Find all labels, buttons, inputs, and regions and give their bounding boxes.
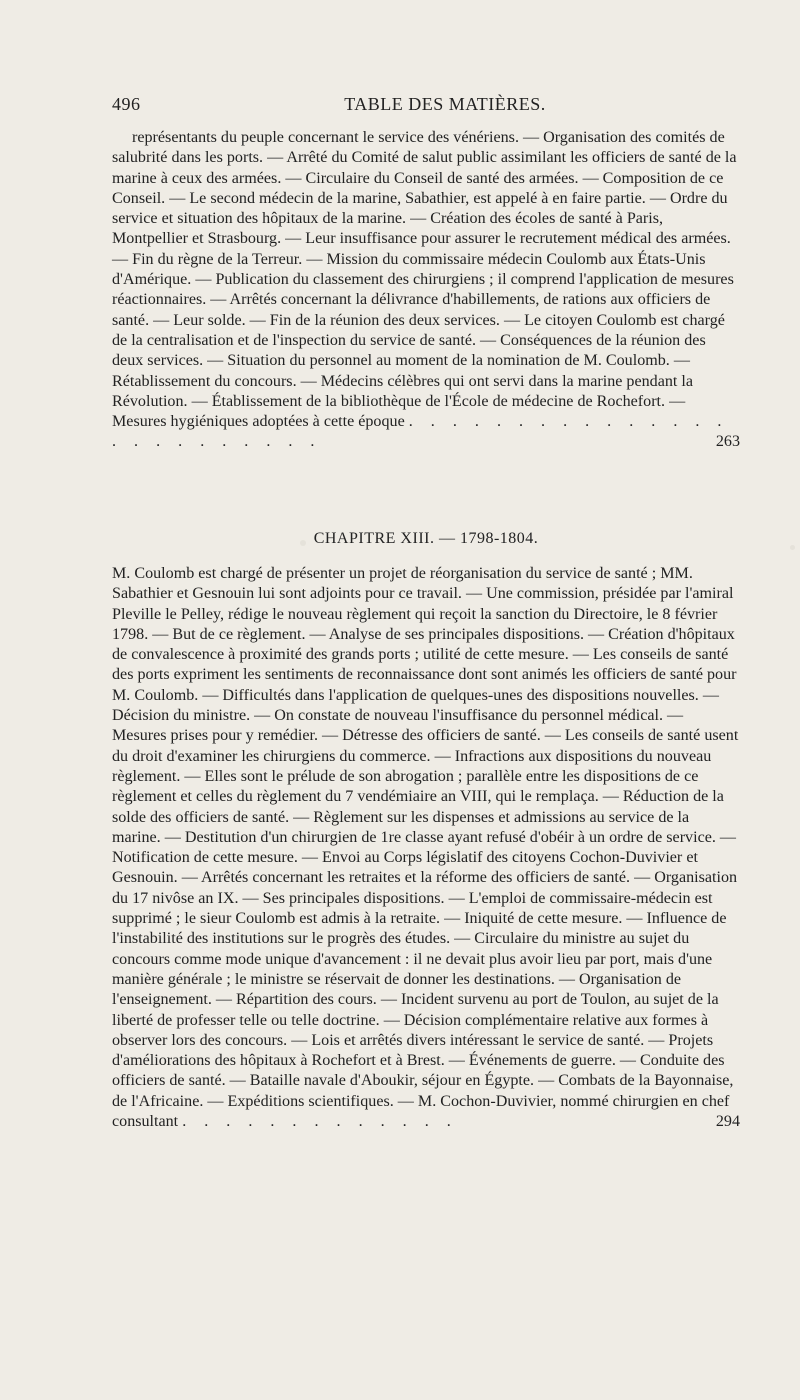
dot-leader: . . . . . . . . . . . . . [182, 1113, 458, 1131]
dot-leader: . . . . . . . . . . . . . . . . . . . . . . . . . [112, 413, 729, 451]
toc-entry-chapter-xii-continued [112, 128, 740, 453]
ink-spot [790, 545, 795, 550]
toc-entry-text: représentants du peuple concernant le service des vénériens. — Organisation des comités de salubrité dans les ports. — Arrêté du Comité de salut public assimilant les officiers de santé de la marine à ceux des armées. — Circulaire du Conseil de santé des armées. — Composition de ce Conseil. — Le second médecin de la marine, Sabathier, est appelé à en faire partie. — Ordre du service et situation des hôpitaux de la marine. — Création des écoles de santé à Paris, Montpellier et Strasbourg. — Leur insuffisance pour assurer le recrutement médical des armées. — Fin du règne de la Terreur. — Mission du commissaire médecin Coulomb aux États-Unis d'Amérique. — Publication du classement des chirurgiens ; il comprend l'application de mesures réactionnaires. — Arrêtés concernant la délivrance d'habillements, de rations aux officiers de santé. — Leur solde. — Fin de la réunion des deux services. — Le citoyen Coulomb est chargé de la centralisation et de l'inspection du service de santé. — Conséquences de la réunion des deux services. — Situation du personnel au moment de la nomination de M. Coulomb. — Rétablissement du concours. — Médecins célèbres qui ont servi dans la marine pendant la Révolution. — Établissement de la bibliothèque de l'École de médecine de Rochefort. — Mesures hygiéniques adoptées à cette époque [112, 129, 737, 431]
chapter-heading: CHAPITRE XIII. — 1798-1804. [313, 530, 539, 547]
page-number: 496 [112, 94, 141, 114]
running-head [112, 94, 738, 118]
toc-entry-line [112, 128, 740, 453]
page-reference: 263 [715, 433, 740, 451]
toc-entry-line [112, 564, 740, 1132]
toc-entry-text: M. Coulomb est chargé de présenter un projet de réorganisation du service de santé ; MM. Sabathier et Gesnouin lui sont adjoints pour ce travail. — Une commission, présidée par l'amiral Pleville le Pelley, rédige le nouveau règlement qui reçoit la sanction du Directoire, le 8 février 1798. — But de ce règlement. — Analyse de ses principales dispositions. — Création d'hôpitaux de convalescence à proximité des grands ports ; utilité de cette mesure. — Les conseils de santé des ports expriment les sentiments de reconnaissance dont sont animés les officiers de santé pour M. Coulomb. — Difficultés dans l'application de quelques-unes des dispositions nouvelles. — Décision du ministre. — On constate de nouveau l'insuffisance du personnel médical. — Mesures prises pour y remédier. — Détresse des officiers de santé. — Les conseils de santé usent du droit d'examiner les chirurgiens du commerce. — Infractions aux dispositions du nouveau règlement. — Elles sont le prélude de son abrogation ; parallèle entre les dispositions de ce règlement et celles du règlement du 7 vendémiaire an VIII, qui le remplaça. — Réduction de la solde des officiers de santé. — Règlement sur les dispenses et admissions au service de la marine. — Destitution d'un chirurgien de 1re classe ayant refusé d'obéir à un ordre de service. — Notification de cette mesure. — Envoi au Corps législatif des citoyens Cochon-Duvivier et Gesnouin. — Arrêtés concernant les retraites et la réforme des officiers de santé. — Organisation du 17 nivôse an IX. — Ses principales dispositions. — L'emploi de commissaire-médecin est supprimé ; le sieur Coulomb est admis à la retraite. — Iniquité de cette mesure. — Influence de l'instabilité des institutions sur le progrès des études. — Circulaire du ministre au sujet du concours comme mode unique d'avancement : il ne devait plus avoir lieu par port, mais d'une manière générale ; le ministre se réservait de donner les destinations. — Organisation de l'enseignement. — Répartition des cours. — Incident survenu au port de Toulon, au sujet de la liberté de professer telle ou telle doctrine. — Décision complémentaire relative aux formes à observer lors des concours. — Lois et arrêtés divers intéressant le service de santé. — Projets d'améliorations des hôpitaux à Rochefort et à Brest. — Événements de guerre. — Conduite des officiers de santé. — Bataille navale d'Aboukir, séjour en Égypte. — Combats de la Bayonnaise, de l'Africaine. — Expéditions scientifiques. — M. Cochon-Duvivier, nommé chirurgien en chef consultant [112, 565, 739, 1131]
running-title: TABLE DES MATIÈRES. [344, 94, 546, 114]
toc-entry-chapter-xiii [112, 564, 740, 1132]
page-reference: 294 [715, 1113, 740, 1131]
